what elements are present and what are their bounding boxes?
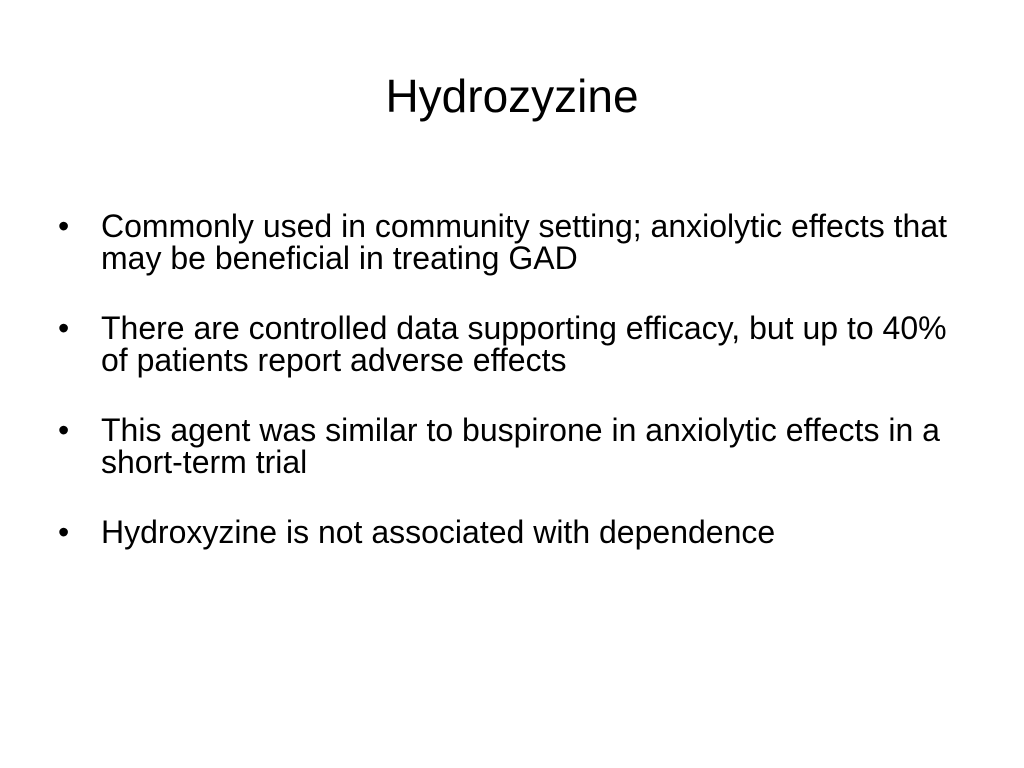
bullet-item [58,414,968,478]
bullet-marker: • [58,514,70,550]
bullet-text: There are controlled data supporting efficacy, but up to 40% of patients report adverse effects [101,310,947,378]
bullet-list [58,210,968,586]
bullet-text: Commonly used in community setting; anxiolytic effects that may be beneficial in treating GAD [101,208,947,276]
bullet-marker: • [58,208,70,244]
bullet-marker: • [58,310,70,346]
bullet-item [58,312,968,376]
bullet-text: This agent was similar to buspirone in anxiolytic effects in a short-term trial [101,412,940,480]
bullet-item [58,516,968,548]
bullet-item [58,210,968,274]
bullet-text: Hydroxyzine is not associated with dependence [101,514,776,550]
slide-title: Hydrozyzine [385,70,639,122]
bullet-marker: • [58,412,70,448]
